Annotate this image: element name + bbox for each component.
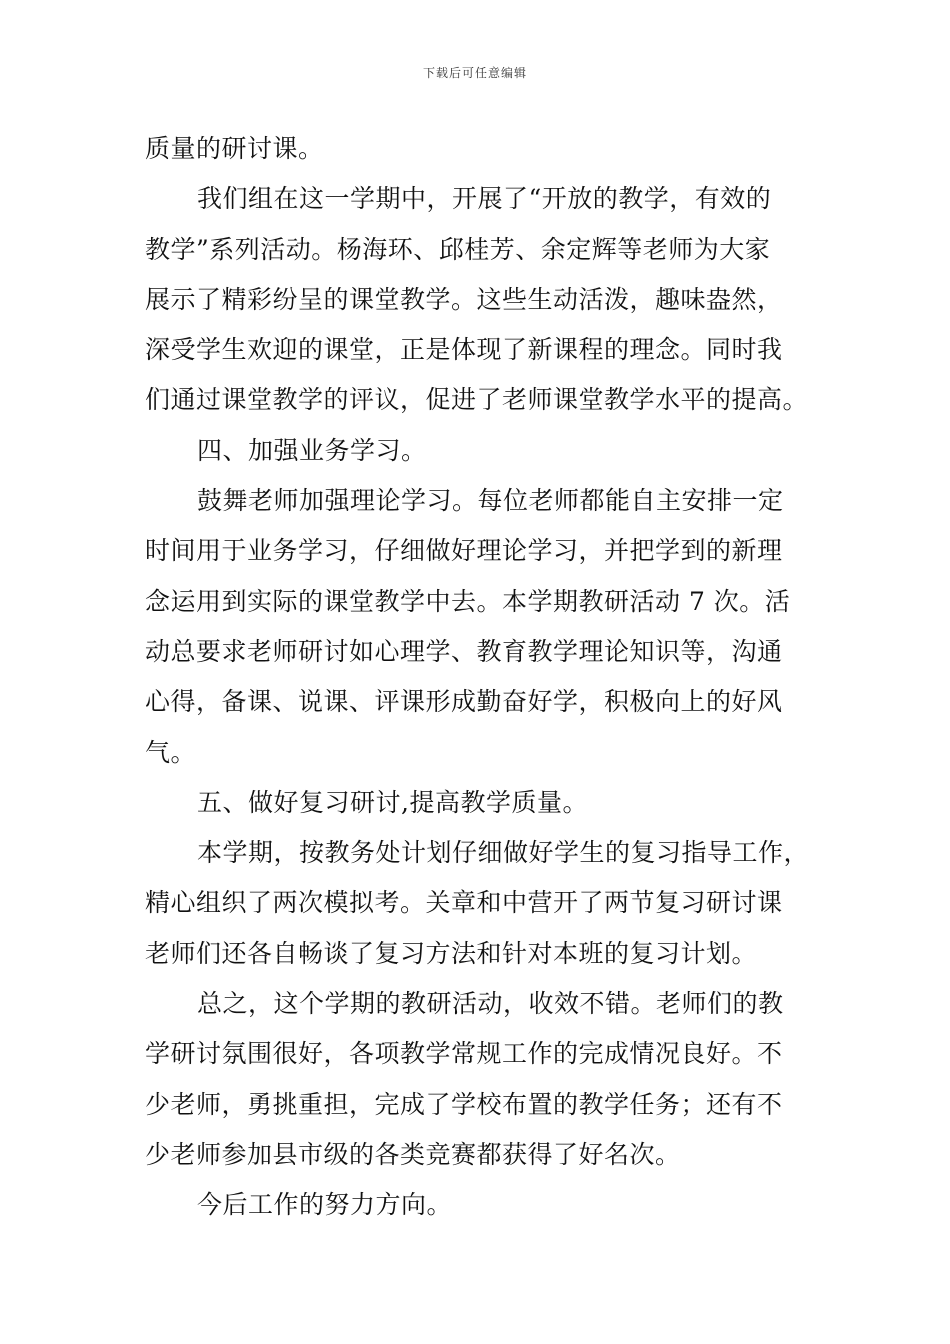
text-line: 教学”系列活动。杨海环、邱桂芳、余定辉等老师为大家 [145, 234, 771, 264]
text-line: 动总要求老师研讨如心理学、教育教学理论知识等，沟通 [145, 636, 783, 666]
text-line: 我们组在这一学期中，开展了“开放的教学，有效的 [197, 184, 772, 214]
section-heading: 今后工作的努力方向。 [197, 1190, 453, 1220]
text-line: 深受学生欢迎的课堂，正是体现了新课程的理念。同时我 [145, 335, 783, 365]
document-body [145, 124, 810, 1231]
text-line: 本学期，按教务处计划仔细做好学生的复习指导工作， [197, 838, 810, 868]
section-heading: 五、做好复习研讨,提高教学质量。 [197, 787, 588, 817]
text-line: 们通过课堂教学的评议，促进了老师课堂教学水平的提高。 [145, 385, 809, 415]
text-line: 念运用到实际的课堂教学中去。本学期教研活动 7 次。活 [145, 586, 791, 616]
text-line: 学研讨氛围很好，各项教学常规工作的完成情况良好。不 [145, 1039, 783, 1069]
text-line: 心得，备课、说课、评课形成勤奋好学，积极向上的好风 [145, 687, 783, 717]
text-line: 精心组织了两次模拟考。关章和中营开了两节复习研讨课 [145, 888, 783, 918]
section-heading: 四、加强业务学习。 [197, 435, 427, 465]
text-line: 老师们还各自畅谈了复习方法和针对本班的复习计划。 [145, 938, 758, 968]
text-line: 总之，这个学期的教研活动，收效不错。老师们的教 [197, 989, 784, 1019]
text-line: 时间用于业务学习，仔细做好理论学习，并把学到的新理 [145, 536, 783, 566]
text-line: 质量的研讨课。 [145, 134, 324, 163]
text-line: 展示了精彩纷呈的课堂教学。这些生动活泼，趣味盎然， [145, 284, 783, 314]
text-line: 鼓舞老师加强理论学习。每位老师都能自主安排一定 [197, 486, 784, 516]
page-header: 下载后可任意编辑 [422, 66, 527, 80]
text-line: 气。 [145, 737, 197, 767]
text-line: 少老师参加县市级的各类竞赛都获得了好名次。 [145, 1139, 681, 1169]
text-line: 少老师，勇挑重担，完成了学校布置的教学任务；还有不 [145, 1089, 783, 1119]
